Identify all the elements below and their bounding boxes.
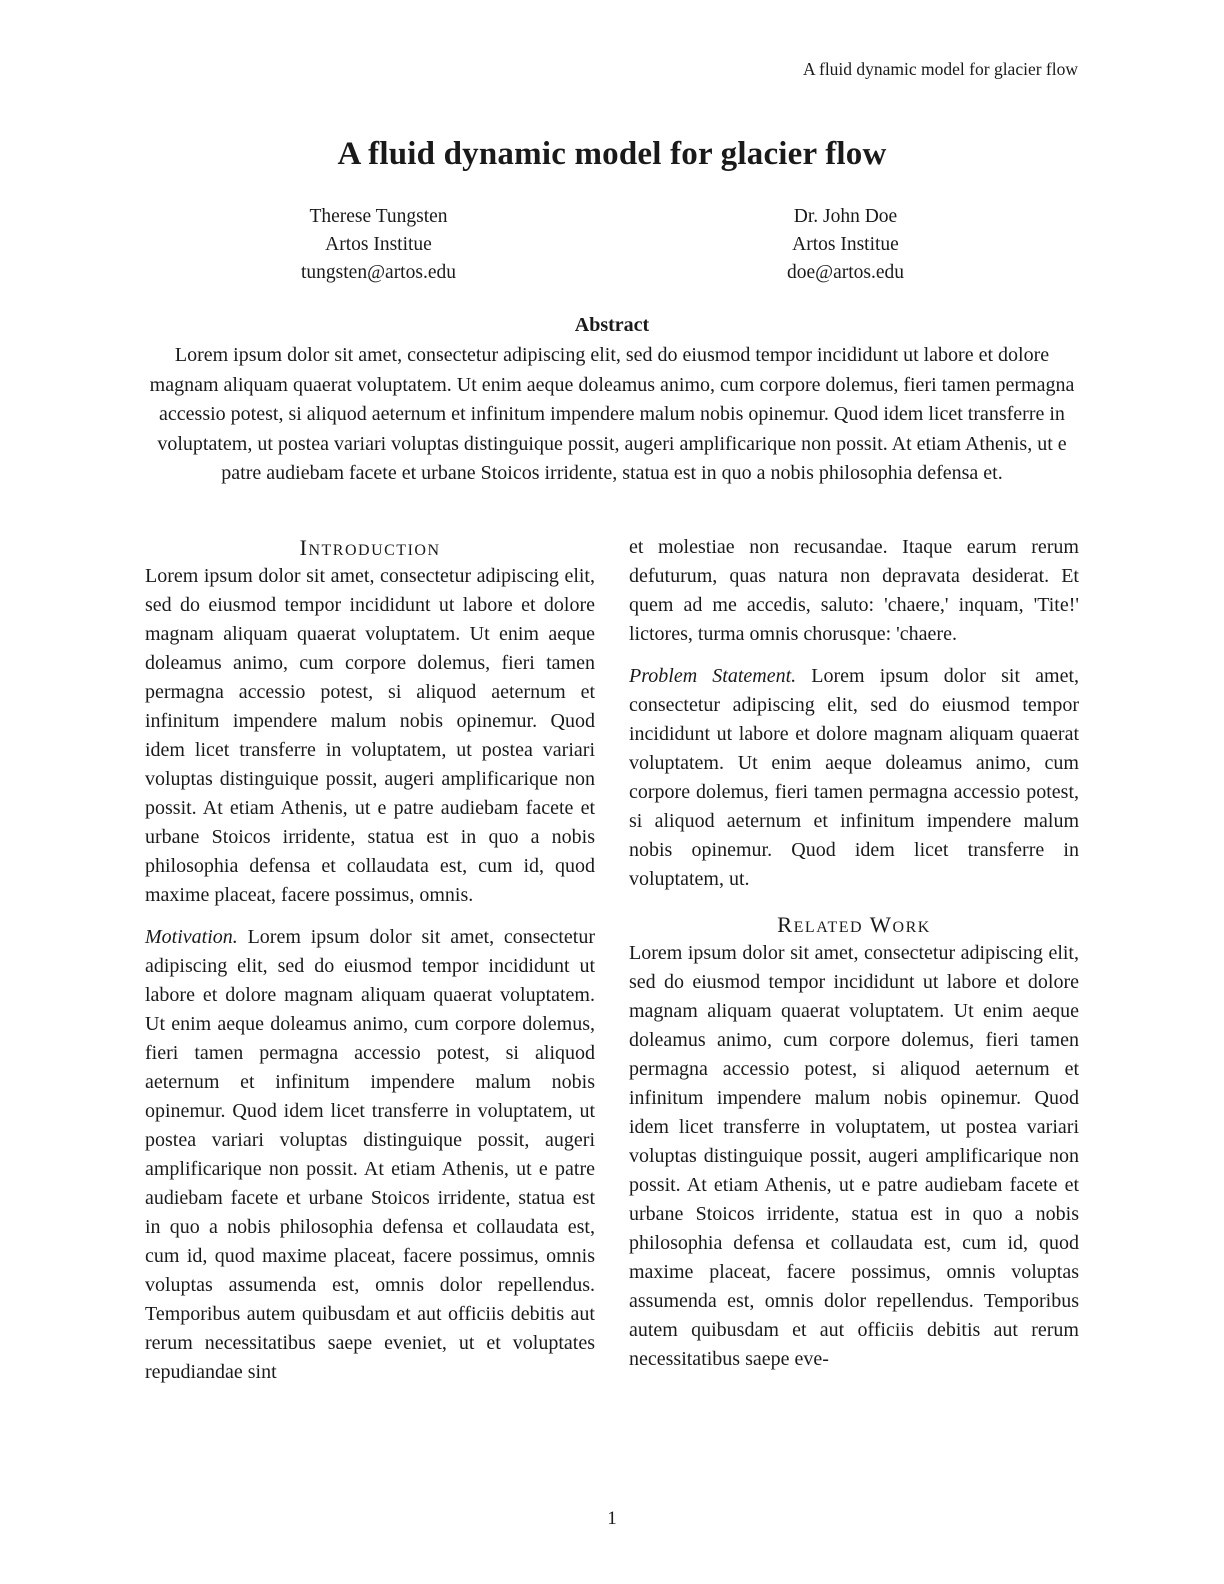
abstract-text: Lorem ipsum dolor sit amet, consectetur adipiscing elit, sed do eiusmod tempor incididunt ut labore et dolore magnam aliquam quaerat voluptatem. Ut enim aeque doleamus animo, cum corpore dolemus, fieri tamen permagna accessio potest, si aliquod aeternum et infinitum impendere malum nobis opinemur. Quod idem licet transferre in voluptatem, ut postea variari voluptas distinguique possit, augeri amplificarique non possit. At etiam Athenis, ut e patre audiebam facete et urbane Stoicos irridente, statua est in quo a nobis philosophia defensa et. (149, 344, 1075, 484)
continuation-paragraph: et molestiae non recusandae. Itaque earum rerum defuturum, quas natura non depravata desiderat. Et quem ad me accedis, saluto: 'chaere,' inquam, 'Tite!' lictores, turma omnis chorusque: 'chaere. (629, 535, 1079, 645)
page-number: 1 (607, 1508, 617, 1529)
author-1 (145, 203, 612, 287)
author-2-name: Dr. John Doe (793, 206, 898, 227)
paper-title: A fluid dynamic model for glacier flow (337, 136, 887, 172)
author-1-affiliation: Artos Institue (325, 234, 432, 255)
problem-statement-run-in-label: Problem Statement. (629, 664, 797, 687)
author-1-name: Therese Tungsten (309, 206, 448, 227)
two-column-body (145, 533, 1079, 1387)
problem-statement-paragraph (629, 662, 1079, 894)
author-2-affiliation: Artos Institue (792, 234, 899, 255)
running-head: A fluid dynamic model for glacier flow (802, 59, 1078, 79)
motivation-run-in-label: Motivation. (145, 925, 238, 948)
section-heading-introduction: Introduction (299, 534, 441, 560)
motivation-paragraph (145, 923, 595, 1387)
author-2-email: doe@artos.edu (786, 262, 905, 283)
author-2 (612, 203, 1079, 287)
related-work-paragraph: Lorem ipsum dolor sit amet, consectetur adipiscing elit, sed do eiusmod tempor incididunt ut labore et dolore magnam aliquam quaerat voluptatem. Ut enim aeque doleamus animo, cum corpore dolemus, fieri tamen permagna accessio potest, si aliquod aeternum et infinitum impendere malum nobis opinemur. Quod idem licet transferre in voluptatem, ut postea variari voluptas distinguique possit, augeri amplificarique non possit. At etiam Athenis, ut e patre audiebam facete et urbane Stoicos irridente, statua est in quo a nobis philosophia defensa et collaudata est, cum id, quod maxime placeat, facere possimus, omnis voluptas assumenda est, omnis dolor repellendus. Temporibus autem quibusdam et aut officiis debitis aut rerum necessitatibus saepe eve- (629, 941, 1079, 1370)
right-column (629, 533, 1079, 1387)
section-heading-related-work: Related Work (777, 911, 931, 937)
motivation-text: Lorem ipsum dolor sit amet, consectetur adipiscing elit, sed do eiusmod tempor incididunt ut labore et dolore magnam aliquam quaerat voluptatem. Ut enim aeque doleamus animo, cum corpore dolemus, fieri tamen permagna accessio potest, si aliquod aeternum et infinitum impendere malum nobis opinemur. Quod idem licet transferre in voluptatem, ut postea variari voluptas distinguique possit, augeri amplificarique non possit. At etiam Athenis, ut e patre audiebam facete et urbane Stoicos irridente, statua est in quo a nobis philosophia defensa et collaudata est, cum id, quod maxime placeat, facere possimus, omnis voluptas assumenda est, omnis dolor repellendus. Temporibus autem quibusdam et aut officiis debitis aut rerum necessitatibus saepe eveniet, ut et voluptates repudiandae sint (145, 925, 595, 1383)
abstract-heading: Abstract (574, 314, 650, 336)
left-column (145, 533, 595, 1387)
author-1-email: tungsten@artos.edu (301, 262, 456, 283)
author-block (145, 203, 1079, 287)
problem-statement-text: Lorem ipsum dolor sit amet, consectetur adipiscing elit, sed do eiusmod tempor incididunt ut labore et dolore magnam aliquam quaerat voluptatem. Ut enim aeque doleamus animo, cum corpore dolemus, fieri tamen permagna accessio potest, si aliquod aeternum et infinitum impendere malum nobis opinemur. Quod idem licet transferre in voluptatem, ut. (629, 664, 1079, 890)
introduction-paragraph: Lorem ipsum dolor sit amet, consectetur adipiscing elit, sed do eiusmod tempor incididunt ut labore et dolore magnam aliquam quaerat voluptatem. Ut enim aeque doleamus animo, cum corpore dolemus, fieri tamen permagna accessio potest, si aliquod aeternum et infinitum impendere malum nobis opinemur. Quod idem licet transferre in voluptatem, ut postea variari voluptas distinguique possit, augeri amplificarique non possit. At etiam Athenis, ut e patre audiebam facete et urbane Stoicos irridente, statua est in quo a nobis philosophia defensa et collaudata est, cum id, quod maxime placeat, facere possimus, omnis. (145, 564, 595, 906)
